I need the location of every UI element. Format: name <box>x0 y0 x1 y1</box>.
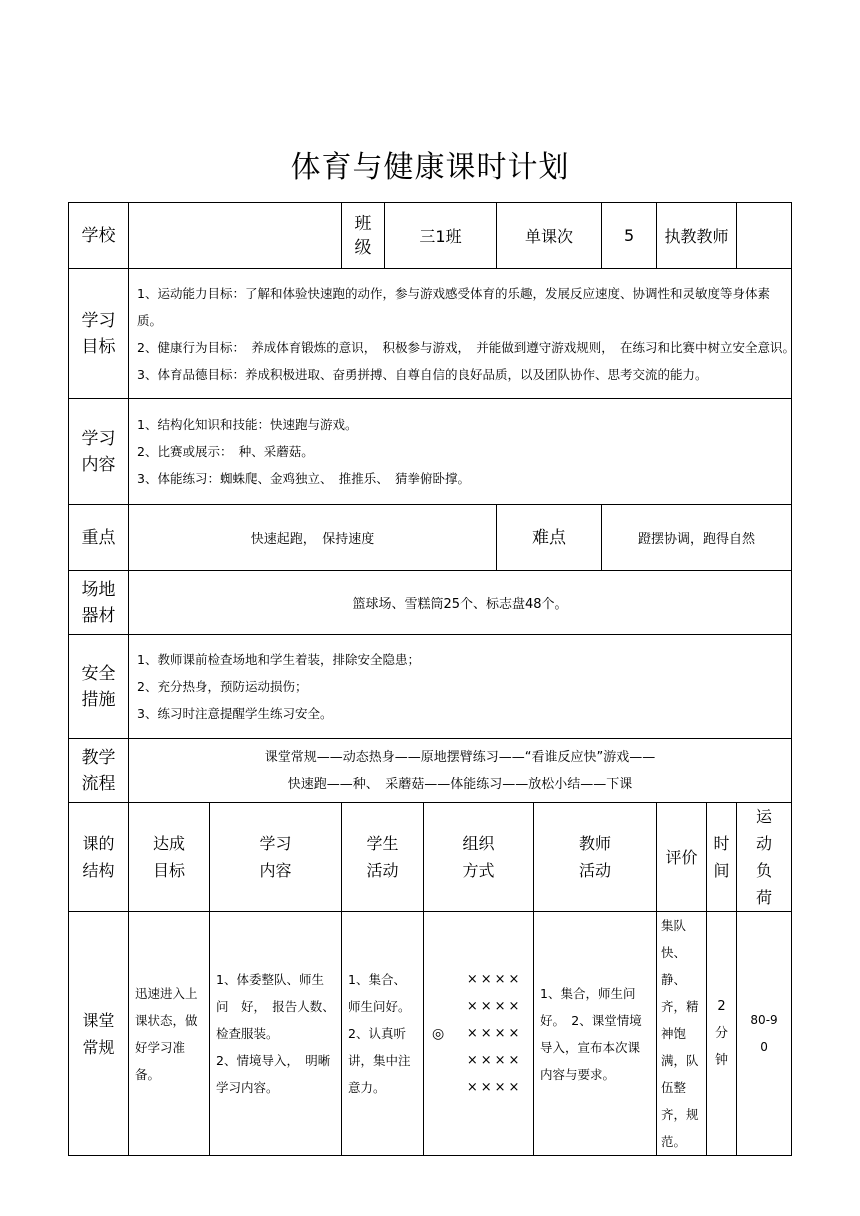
formation-row: ×××× <box>466 972 523 987</box>
safety-label <box>69 635 129 739</box>
key-point-label: 重点 <box>69 505 129 571</box>
col-content-text: 学习内容 <box>259 834 292 880</box>
col-evaluation: 评价 <box>657 803 707 912</box>
school-label: 学校 <box>69 203 129 269</box>
teacher-position-icon: ◎ <box>432 1025 445 1042</box>
content-item: 3、体能练习：蜘蛛爬、金鸡独立、 推推乐、 猜拳俯卧撑。 <box>137 471 470 486</box>
objectives-label-text: 学习目标 <box>81 310 116 357</box>
safety-label-text: 安全措施 <box>81 663 116 710</box>
formation-row: ×××× <box>466 1053 523 1068</box>
lesson-plan-table <box>68 202 795 1156</box>
routine-teacher: 1、集合，师生问好。 2、课堂情境导入，宣布本次课内容与要求。 <box>534 912 657 1156</box>
content-item: 2、比赛或展示： 种、采蘑菇。 <box>137 444 314 459</box>
class-value: 三1班 <box>385 203 497 269</box>
col-load-text: 运动负荷 <box>756 807 773 907</box>
col-teacher <box>534 803 657 912</box>
col-student <box>342 803 424 912</box>
objective-item: 3、体育品德目标：养成积极进取、奋勇拼搏、自尊自信的良好品质，以及团队协作、思考交流的能力。 <box>137 366 708 382</box>
col-goal-text: 达成目标 <box>152 834 185 880</box>
teacher-label: 执教教师 <box>657 203 737 269</box>
routine-student-item: 1、集合、师生问好。 <box>348 972 411 1014</box>
routine-student <box>342 912 424 1156</box>
flow-line: 课堂常规——动态热身——原地摆臂练习——“看谁反应快”游戏—— <box>264 749 656 765</box>
col-organization <box>424 803 534 912</box>
key-point-value: 快速起跑， 保持速度 <box>129 505 497 571</box>
objectives-row <box>69 269 792 399</box>
venue-value: 篮球场、雪糕筒25个、标志盘48个。 <box>129 571 792 635</box>
routine-structure <box>69 912 129 1156</box>
safety-item: 1、教师课前检查场地和学生着装，排除安全隐患； <box>137 652 420 667</box>
routine-goal: 迅速进入上课状态，做好学习准备。 <box>129 912 210 1156</box>
col-time <box>707 803 737 912</box>
col-goal <box>129 803 210 912</box>
col-organization-text: 组织方式 <box>462 834 495 880</box>
routine-content-item: 2、情境导入， 明晰学习内容。 <box>216 1053 331 1095</box>
flow-label-text: 教学流程 <box>81 747 116 794</box>
flow-content <box>129 739 792 803</box>
difficulty-label: 难点 <box>497 505 602 571</box>
page-title: 体育与健康课时计划 <box>290 150 570 185</box>
lesson-number-value: 5 <box>602 203 657 269</box>
routine-load-text: 80-90 <box>750 1012 778 1054</box>
safety-item: 2、充分热身，预防运动损伤； <box>137 679 308 694</box>
col-structure-text: 课的结构 <box>82 834 115 880</box>
objectives-list <box>129 269 795 399</box>
col-structure <box>69 803 129 912</box>
routine-time <box>707 912 737 1156</box>
routine-load <box>737 912 792 1156</box>
content-row <box>69 399 792 505</box>
key-points-row <box>69 505 792 571</box>
objectives-label <box>69 269 129 399</box>
flow-label <box>69 739 129 803</box>
lesson-number-label: 单课次 <box>497 203 602 269</box>
routine-time-text: 2分钟 <box>715 999 729 1068</box>
col-load <box>737 803 792 912</box>
content-label <box>69 399 129 505</box>
safety-list <box>129 635 792 739</box>
content-item: 1、结构化知识和技能：快速跑与游戏。 <box>137 417 358 432</box>
objective-item: 1、运动能力目标：了解和体验快速跑的动作，参与游戏感受体育的乐趣，发展反应速度、协调性和灵敏度等身体素质。 <box>137 285 770 328</box>
routine-student-item: 2、认真听讲，集中注意力。 <box>348 1026 411 1095</box>
col-content <box>210 803 342 912</box>
routine-row <box>69 912 792 1156</box>
venue-label-text: 场地器材 <box>81 579 116 626</box>
difficulty-value: 蹬摆协调，跑得自然 <box>602 505 792 571</box>
routine-content-item: 1、体委整队、师生问 好， 报告人数、检查服装。 <box>216 972 335 1041</box>
objective-item: 2、健康行为目标： 养成体育锻炼的意识， 积极参与游戏， 并能做到遵守游戏规则， 在练习和比赛中树立安全意识。 <box>137 339 795 355</box>
content-label-text: 学习内容 <box>81 428 116 475</box>
formation-row: ×××× <box>466 1026 523 1041</box>
safety-item: 3、练习时注意提醒学生练习安全。 <box>137 706 333 721</box>
col-time-text: 时间 <box>713 834 730 880</box>
flow-row <box>69 739 792 803</box>
venue-label <box>69 571 129 635</box>
venue-row <box>69 571 792 635</box>
class-label <box>342 203 385 269</box>
content-list <box>129 399 792 505</box>
routine-evaluation: 集队快、静、齐，精神饱满，队伍整齐，规范。 <box>657 912 707 1156</box>
routine-organization <box>424 912 534 1156</box>
formation-row: ×××× <box>466 999 523 1014</box>
routine-content <box>210 912 342 1156</box>
col-student-text: 学生活动 <box>366 834 399 880</box>
routine-structure-text: 课堂常规 <box>82 1010 115 1057</box>
school-value <box>129 203 342 269</box>
safety-row <box>69 635 792 739</box>
class-label-text: 班级 <box>354 213 372 258</box>
structure-header-row <box>69 803 792 912</box>
formation-row: ×××× <box>466 1080 523 1095</box>
col-teacher-text: 教师活动 <box>579 834 612 880</box>
header-row <box>69 203 792 269</box>
teacher-value <box>737 203 792 269</box>
flow-line: 快速跑——种、 采蘑菇——体能练习——放松小结——下课 <box>287 776 633 792</box>
